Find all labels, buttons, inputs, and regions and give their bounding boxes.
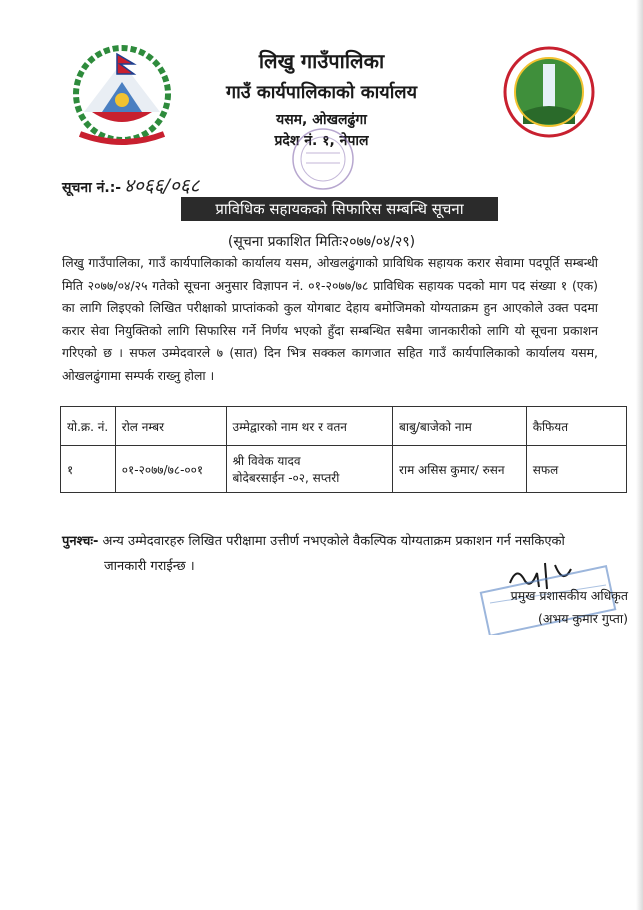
cell-father: राम असिस कुमार/ रुसन bbox=[393, 446, 527, 493]
notice-body: लिखु गाउँपालिका, गाउँ कार्यपालिकाको कार्यालय यसम, ओखलढुंगाको प्राविधिक सहायक करार सेवामा पदपूर्ति सम्बन्धी मिति २०७७/०४/२५ गतेको सूचना अनुसार विज्ञापन नं. ०१-२०७७/७८ प्राविधिक सहायक पदको माग पद संख्या १ (एक) का लागि लिइएको लिखित परीक्षाको प्राप्तांकको कुल योगबाट देहाय बमोजिमको योग्यताक्रम हुन आएकोले उक्त पदमा करार सेवा नियुक्तिको लागि सिफारिस गर्ने निर्णय भएको हुँदा सम्बन्धित सबैमा जानकारीको लागि यो सूचना प्रकाशन गरिएको छ । सफल उम्मेदवारले ७ (सात) दिन भित्र सक्कल कागजात सहित गाउँ कार्यपालिकाको कार्यालय यसम, ओखलढुंगामा सम्पर्क राख्नु होला । bbox=[62, 255, 598, 383]
office-subtitle: गाउँ कार्यपालिकाको कार्यालय bbox=[225, 82, 418, 103]
postscript-line-1 bbox=[62, 529, 602, 554]
header-candidate: उम्मेद्वारको नाम थर र वतन bbox=[226, 407, 393, 446]
postscript-text-1: अन्य उम्मेदवारहरु लिखित परीक्षामा उत्तीर्ण नभएकोले वैकल्पिक योग्यताक्रम प्रकाशन गर्न नसकिएको bbox=[98, 534, 565, 549]
postscript-label: पुनश्चः- bbox=[62, 534, 99, 549]
postscript-line-2: जानकारी गराईन्छ । bbox=[104, 559, 195, 574]
header-serial: यो.क्र. नं. bbox=[61, 407, 116, 446]
candidate-address: बोदेबरसाईन -०२, सप्तरी bbox=[232, 471, 340, 485]
cell-remark: सफल bbox=[526, 446, 626, 493]
signatory-name: (अभय कुमार गुप्ता) bbox=[538, 611, 628, 626]
page-edge-shadow bbox=[636, 0, 643, 910]
cell-serial: १ bbox=[61, 446, 116, 493]
header-father: बाबु/बाजेको नाम bbox=[393, 407, 527, 446]
table-header-row bbox=[61, 407, 627, 446]
notice-title: प्राविधिक सहायकको सिफारिस सम्बन्धि सूचना bbox=[181, 197, 498, 221]
address-line-1: यसम, ओखलढुंगा bbox=[276, 112, 367, 128]
signatory-title: प्रमुख प्रशासकीय अधिकृत bbox=[510, 588, 628, 603]
office-stamp bbox=[268, 123, 378, 195]
header-roll: रोल नम्बर bbox=[115, 407, 226, 446]
office-name: लिखु गाउँपालिका bbox=[258, 49, 385, 73]
cell-candidate bbox=[226, 446, 393, 493]
header-remark: कैफियत bbox=[526, 407, 626, 446]
candidate-name: श्री विवेक यादव bbox=[232, 454, 301, 468]
results-table bbox=[60, 406, 627, 493]
notice-number-label: सूचना नं.:- bbox=[62, 180, 122, 196]
table-row bbox=[61, 446, 627, 493]
cell-roll: ०१-२०७७/७८-००१ bbox=[115, 446, 226, 493]
published-date: (सूचना प्रकाशित मितिः२०७७/०४/२९) bbox=[227, 234, 416, 250]
notice-number-handwritten: ४०६६/०६८ bbox=[124, 175, 200, 197]
address-line-2: प्रदेश नं. १, नेपाल bbox=[274, 133, 369, 149]
